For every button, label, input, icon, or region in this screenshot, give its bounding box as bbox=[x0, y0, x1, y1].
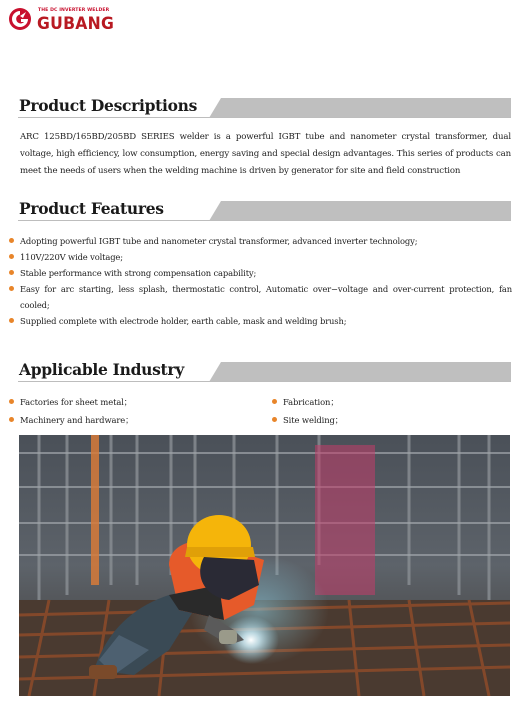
bullet-dot-icon bbox=[9, 417, 14, 422]
welder-scene-image bbox=[19, 435, 510, 696]
industry-item: Site welding； bbox=[272, 414, 343, 426]
section-header-industry bbox=[18, 360, 511, 382]
feature-item: 110V/220V wide voltage; bbox=[9, 249, 512, 265]
brand-logo bbox=[8, 6, 118, 32]
feature-item: Easy for arc starting, less splash, thermostatic control, Automatic over−voltage and over-current protection, fan cooled; bbox=[9, 281, 512, 313]
feature-list bbox=[9, 233, 512, 329]
section-title: Applicable Industry bbox=[19, 360, 184, 379]
feature-item: Adopting powerful IGBT tube and nanometer crystal transformer, advanced inverter technology; bbox=[9, 233, 512, 249]
section-header-features bbox=[18, 199, 511, 221]
description-paragraph: ARC 125BD/165BD/205BD SERIES welder is a powerful IGBT tube and nanometer crystal transformer, dual voltage, high efficiency, low consumption, energy saving and special design advantages. This series of products can meet the needs of users when the welding machine is driven by generator for site and field construction bbox=[20, 132, 511, 176]
section-header-descriptions bbox=[18, 96, 511, 118]
industry-item: Machinery and hardware； bbox=[9, 414, 133, 426]
bullet-dot-icon bbox=[9, 286, 14, 291]
brand-tagline: THE DC INVERTER WELDER bbox=[38, 8, 110, 13]
bullet-dot-icon bbox=[9, 238, 14, 243]
section-title: Product Features bbox=[19, 199, 164, 218]
industry-item: Fabrication； bbox=[272, 396, 339, 408]
welder-photo bbox=[19, 435, 510, 696]
brand-name: GUBANG bbox=[37, 14, 115, 34]
bullet-dot-icon bbox=[9, 399, 14, 404]
bullet-dot-icon bbox=[272, 417, 277, 422]
bullet-dot-icon bbox=[9, 318, 14, 323]
gubang-logo-icon bbox=[8, 7, 32, 31]
bullet-dot-icon bbox=[9, 254, 14, 259]
industry-item: Factories for sheet metal； bbox=[9, 396, 132, 408]
feature-item: Stable performance with strong compensation capability; bbox=[9, 265, 512, 281]
feature-item: Supplied complete with electrode holder, earth cable, mask and welding brush; bbox=[9, 313, 512, 329]
section-title: Product Descriptions bbox=[19, 96, 198, 115]
bullet-dot-icon bbox=[272, 399, 277, 404]
bullet-dot-icon bbox=[9, 270, 14, 275]
